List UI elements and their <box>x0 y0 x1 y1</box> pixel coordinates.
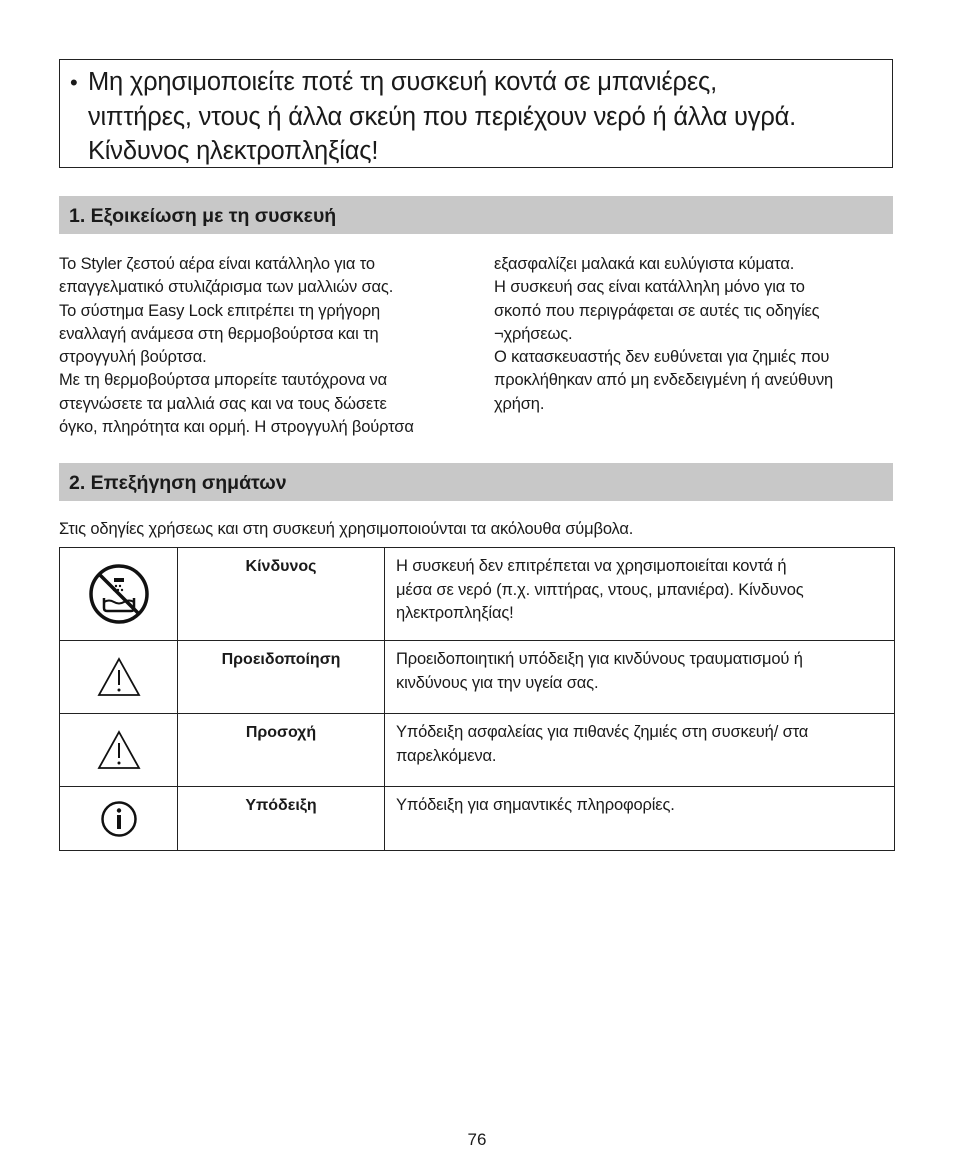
paragraph-line: Ο κατασκευαστής δεν ευθύνεται για ζημιές που <box>494 348 830 367</box>
symbol-term: Κίνδυνος <box>178 548 385 641</box>
section-heading-symbols: 2. Επεξήγηση σημάτων <box>59 463 893 501</box>
paragraph-line: χρήση. <box>494 394 545 413</box>
no-water-bath-icon <box>60 562 177 626</box>
safety-warning-box <box>59 59 893 168</box>
paragraph-line: στεγνώσετε τα μαλλιά σας και να τους δώσετε <box>59 394 387 413</box>
paragraph-line: Με τη θερμοβούρτσα μπορείτε ταυτόχρονα να <box>59 371 388 390</box>
symbols-table <box>59 547 895 851</box>
symbols-intro: Στις οδηγίες χρήσεως και στη συσκευή χρησιμοποιούνται τα ακόλουθα σύμβολα. <box>59 520 634 538</box>
page-number: 76 <box>467 1130 487 1149</box>
info-icon <box>60 800 177 838</box>
symbol-term: Προσοχή <box>178 714 385 787</box>
warning-triangle-icon <box>60 730 177 770</box>
icon-cell <box>60 714 178 787</box>
section1-right-column <box>494 253 833 416</box>
icon-cell <box>60 641 178 714</box>
table-row <box>60 787 895 851</box>
paragraph-line: Η συσκευή σας είναι κατάλληλη μόνο για το <box>494 278 805 297</box>
section1-left-column <box>59 253 414 439</box>
symbol-term: Υπόδειξη <box>178 787 385 851</box>
bullet: • <box>70 70 78 95</box>
paragraph-line: ¬χρήσεως. <box>494 324 573 343</box>
warning-line: Κίνδυνος ηλεκτροπληξίας! <box>88 137 379 165</box>
paragraph-line: στρογγυλή βούρτσα. <box>59 348 207 367</box>
symbol-description: Προειδοποιητική υπόδειξη για κινδύνους τραυματισμού ή κινδύνους για την υγεία σας. <box>385 641 895 714</box>
paragraph-line: εξασφαλίζει μαλακά και ευλύγιστα κύματα. <box>494 255 795 273</box>
paragraph-line: Το Styler ζεστού αέρα είναι κατάλληλο για το <box>59 255 375 273</box>
paragraph-line: εναλλαγή ανάμεσα στη θερμοβούρτσα και τη <box>59 324 379 343</box>
paragraph-line: Το σύστημα Easy Lock επιτρέπει τη γρήγορη <box>59 301 381 320</box>
symbol-description: Υπόδειξη ασφαλείας για πιθανές ζημιές στη συσκευή/ στα παρελκόμενα. <box>385 714 895 787</box>
icon-cell <box>60 787 178 851</box>
warning-line: • Μη χρησιμοποιείτε ποτέ τη συσκευή κοντά σε μπανιέρες, <box>70 65 882 100</box>
table-row <box>60 714 895 787</box>
table-row <box>60 641 895 714</box>
paragraph-line: σκοπό που περιγράφεται σε αυτές τις οδηγίες <box>494 301 820 320</box>
warning-line: νιπτήρες, ντους ή άλλα σκεύη που περιέχουν νερό ή άλλα υγρά. <box>88 103 797 131</box>
symbol-description: Υπόδειξη για σημαντικές πληροφορίες. <box>385 787 895 851</box>
symbol-description: Η συσκευή δεν επιτρέπεται να χρησιμοποιείται κοντά ή μέσα σε νερό (π.χ. νιπτήρας, ντους, μπανιέρα). Κίνδυνος ηλεκτροπληξίας! <box>385 548 895 641</box>
table-row <box>60 548 895 641</box>
paragraph-line: όγκο, πληρότητα και ορμή. Η στρογγυλή βούρτσα <box>59 418 414 437</box>
paragraph-line: προκλήθηκαν από μη ενδεδειγμένη ή ανεύθυνη <box>494 371 834 390</box>
symbol-term: Προειδοποίηση <box>178 641 385 714</box>
paragraph-line: επαγγελματικό στυλιζάρισμα των μαλλιών σας. <box>59 278 394 297</box>
section-heading-familiarization: 1. Εξοικείωση με τη συσκευή <box>59 196 893 234</box>
warning-triangle-icon <box>60 657 177 697</box>
icon-cell <box>60 548 178 641</box>
